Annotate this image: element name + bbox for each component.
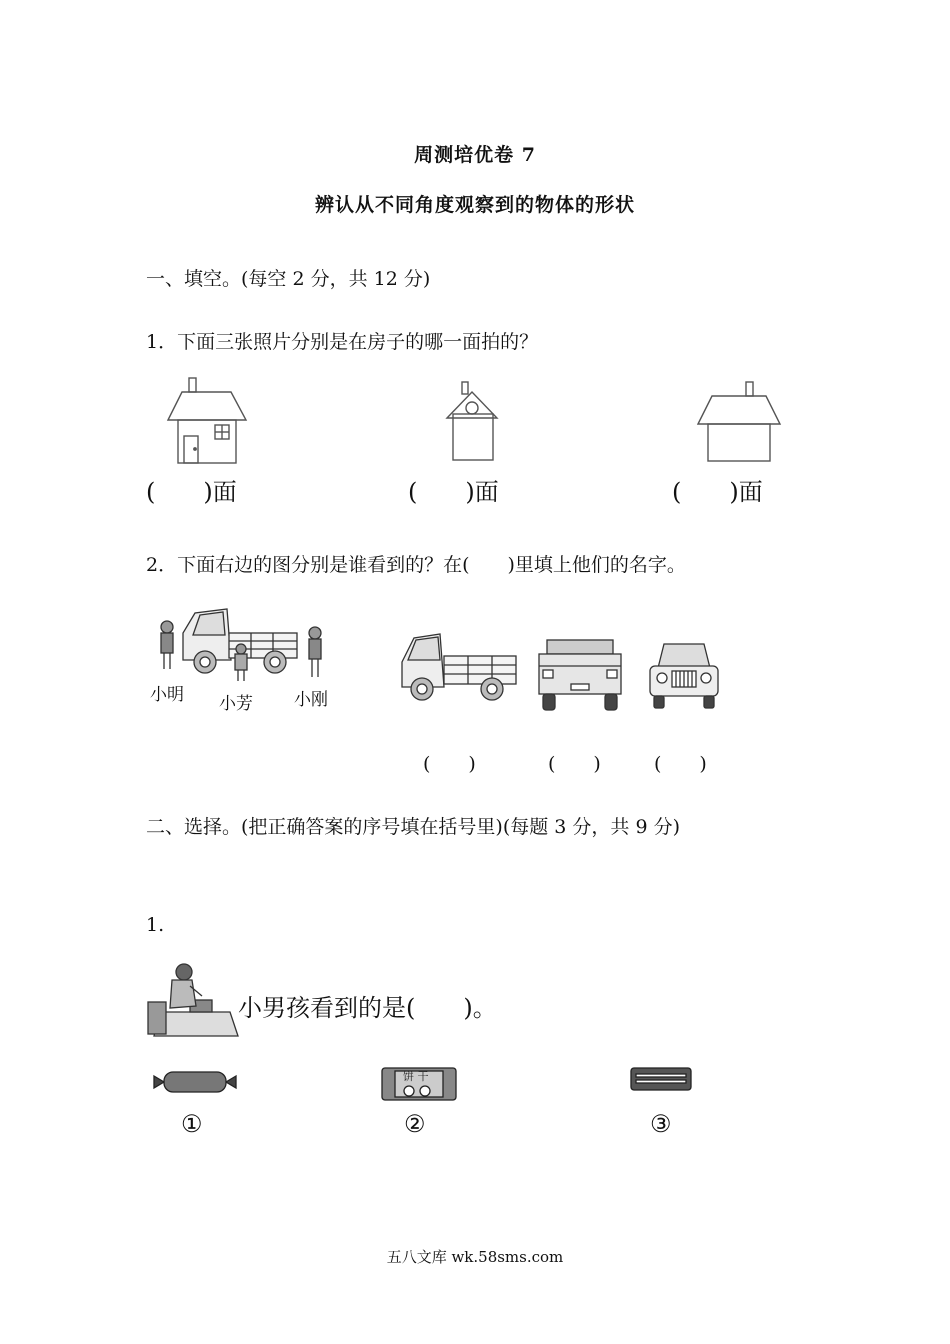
option-3-label[interactable]: ③ [650, 1110, 672, 1138]
truck-front-view-image [648, 638, 720, 710]
boy-at-table-image [146, 962, 238, 1036]
truck-side-view-image [400, 632, 520, 702]
kid-name-xiaogang: 小刚 [294, 690, 328, 710]
option-2-package-text: 饼 干 [403, 1070, 429, 1083]
q2-answer-3[interactable]: ( ) [654, 753, 707, 775]
section2-heading: 二、选择。(把正确答案的序号填在括号里)(每题 3 分，共 9 分) [146, 816, 680, 838]
q2-answer-2[interactable]: ( ) [548, 753, 601, 775]
house-back-image [698, 382, 782, 462]
s2-q1-number: 1. [146, 914, 165, 936]
q1-answer-3[interactable]: ( )面 [672, 478, 763, 506]
footer-watermark: 五八文库 wk.58sms.com [386, 1248, 564, 1266]
house-front-image [168, 378, 248, 464]
truck-scene-image [155, 605, 335, 683]
option-2-label[interactable]: ② [404, 1110, 426, 1138]
option-1-image [152, 1068, 238, 1096]
q1-answer-2[interactable]: ( )面 [408, 478, 499, 506]
q2-text: 2．下面右边的图分别是谁看到的？在( )里填上他们的名字。 [146, 554, 686, 576]
option-3-image [630, 1066, 692, 1092]
q1-text: 1．下面三张照片分别是在房子的哪一面拍的？ [146, 331, 539, 353]
house-side-image [445, 382, 501, 462]
kid-name-xiaofang: 小芳 [219, 694, 253, 714]
s2-q1-prompt: 小男孩看到的是( )。 [238, 994, 497, 1022]
page-subtitle: 辨认从不同角度观察到的物体的形状 [314, 194, 635, 216]
option-1-label[interactable]: ① [181, 1110, 203, 1138]
q1-answer-1[interactable]: ( )面 [146, 478, 237, 506]
page-title: 周测培优卷 7 [414, 144, 536, 166]
truck-back-view-image [537, 638, 623, 712]
kid-name-xiaoming: 小明 [150, 685, 184, 705]
q2-answer-1[interactable]: ( ) [423, 753, 476, 775]
section1-heading: 一、填空。(每空 2 分，共 12 分) [146, 268, 431, 290]
